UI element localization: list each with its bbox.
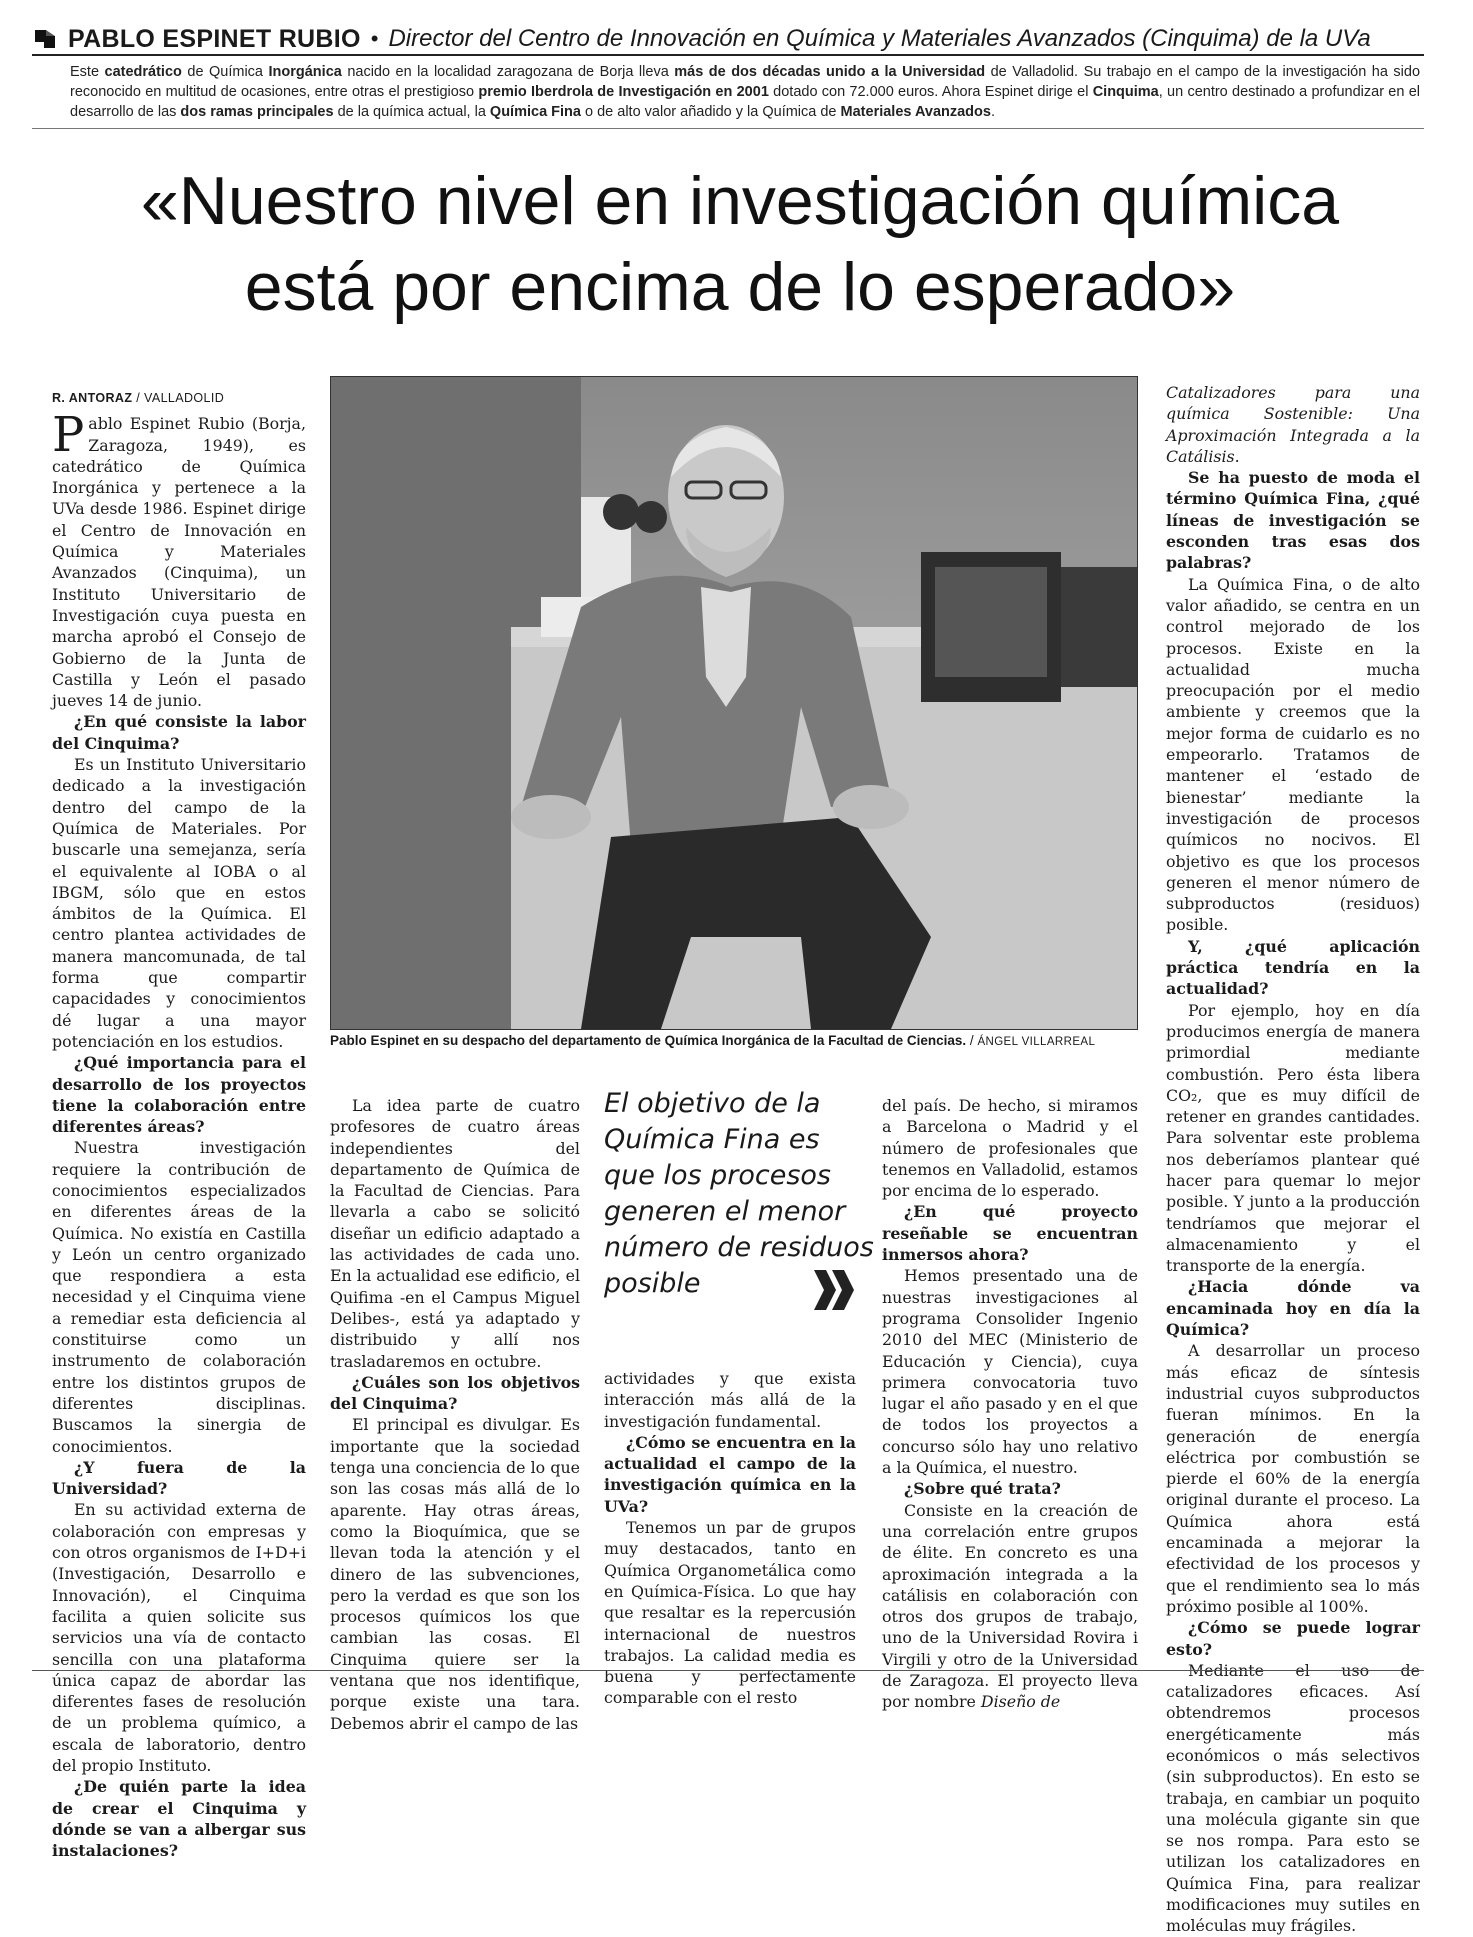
answer: Es un Instituto Universitario dedicado a la investigación dentro del campo de la Química de Materiales. Por buscarle una semejanza, sería el equivalente al IOBA o al IBGM, sólo que en estos ámbitos de la Química. El centro plantea actividades de manera mancomunada, de tal forma que compartir capacidades y conocimientos dé lugar a una mayor potenciación en los estudios. <box>52 755 306 1051</box>
question: ¿De quién parte la idea de crear el Cinquima y dónde se van a albergar sus instalaciones? <box>52 1777 306 1861</box>
lead-paragraph: Pablo Espinet Rubio (Borja, Zaragoza, 1949), es catedrático de Química Inorgánica y pertenece a la UVa desde 1986. Espinet dirige el Centro de Innovación en Química y Materiales Avanzados (Cinquima), un Instituto Universitario de Investigación cuya puesta en marcha aprobó el Consejo de Gobierno de la Junta de Castilla y León el pasado jueves 14 de junio. <box>52 407 306 711</box>
bottom-divider <box>32 1670 1424 1671</box>
question: ¿Cómo se puede lograr esto? <box>1166 1618 1420 1659</box>
byline: R. ANTORAZ / VALLADOLID <box>52 391 225 405</box>
question: Se ha puesto de moda el término Química Fina, ¿qué líneas de investigación se esconden tras esas dos palabras? <box>1166 468 1420 573</box>
column-1 <box>52 388 306 1861</box>
column-2 <box>330 1095 580 1734</box>
question: Y, ¿qué aplicación práctica tendría en la actualidad? <box>1166 936 1420 999</box>
section-header <box>32 24 1424 56</box>
answer-continued: Catalizadores para una química Sostenible: Una Aproximación Integrada a la Catálisis. <box>1166 383 1420 466</box>
question: ¿En qué proyecto reseñable se encuentran inmersos ahora? <box>882 1202 1138 1265</box>
column-4 <box>882 1095 1138 1713</box>
question: ¿Cómo se encuentra en la actualidad el campo de la investigación química en la UVa? <box>604 1432 856 1516</box>
answer: Nuestra investigación requiere la contribución de conocimientos especializados en diferentes áreas de la Química. No existía en Castilla y León un centro organizado que respondiera a esta necesidad y el Cinquima viene a remediar esta deficiencia al constituirse como un instrumento de colaboración entre los distintos grupos de diferentes disciplinas. Buscamos la sinergia de conocimientos. <box>52 1138 306 1456</box>
double-chevron-icon <box>812 1268 858 1312</box>
answer: Consiste en la creación de una correlación entre grupos de élite. En concreto es una aproximación integrada a la catálisis en colaboración con otros dos grupos de trabajo, uno de la Universidad Rovira i Virgili y otro de la Universidad de Zaragoza. El proyecto lleva por nombre Diseño de <box>882 1500 1138 1712</box>
answer: Tenemos un par de grupos muy destacados, tanto en Química Organometálica como en Química-Física. Lo que hay que resaltar es la repercusión internacional de nuestros trabajos. La calidad media es buena y perfectamente comparable con el resto <box>604 1518 856 1708</box>
answer: La Química Fina, o de alto valor añadido, se centra en un control mejorado de los procesos. Existe en la actualidad mucha preocupación por el medio ambiente y creemos que la mejor forma de cuidarlo es no empeorarlo. Tratamos de mantener el ‘estado de bienestar’ mediante la investigación de procesos químicos no nocivos. El objetivo es que los procesos generen el menor número de subproductos (residuos) posible. <box>1166 574 1420 935</box>
pull-quote: El objetivo de la Química Fina es que los procesos generen el menor número de residuos posible <box>604 1088 874 1299</box>
question: ¿Y fuera de la Universidad? <box>52 1457 306 1499</box>
column-5 <box>1166 382 1420 1937</box>
answer: El principal es divulgar. Es importante que la sociedad tenga una conciencia de lo que son las cosas más allá de lo aparente. Hay otras áreas, como la Bioquímica, que se llevan toda la atención y el dinero de las subvenciones, pero la verdad es que son los procesos químicos los que cambian las cosas. El Cinquima quiere ser la ventana que nos identifique, porque existe una tara. Debemos abrir el campo de las <box>330 1415 580 1733</box>
photo-credit: ÁNGEL VILLARREAL <box>977 1036 1096 1048</box>
photo-caption: Pablo Espinet en su despacho del departamento de Química Inorgánica de la Facultad de Ciencias. / ÁNGEL VILLARREAL <box>330 1033 1096 1048</box>
column-3 <box>604 1368 856 1709</box>
answer: Por ejemplo, hoy en día producimos energía de manera primordial mediante combustión. Pero ésta libera CO₂, que es muy difícil de retener en grandes cantidades. Para solventar este problema nos deberíamos plantear qué hacer para quemar lo mejor posible. Y junto a la producción tendríamos que mejorar el almacenamiento y el transporte de la energía. <box>1166 1000 1420 1276</box>
headline-line-1: «Nuestro nivel en investigación química <box>140 163 1340 239</box>
answer: La idea parte de cuatro profesores de cuatro áreas independientes del departamento de Química de la Facultad de Ciencias. Para llevarla a cabo se solicitó diseñar un edificio adaptado a las actividades de cada uno. En la actualidad ese edificio, el Quifima -en el Campus Miguel Delibes-, está ya adaptado y distribuido y allí nos trasladaremos en octubre. <box>330 1096 580 1371</box>
headline <box>40 158 1440 330</box>
answer: actividades y que exista interacción más allá de la investigación fundamental. <box>604 1369 856 1431</box>
answer: Hemos presentado una de nuestras investigaciones al programa Consolider Ingenio 2010 del MEC (Ministerio de Educación y Ciencia), cuya primera convocatoria tuvo lugar el año pasado y en el que de todos los proyectos a concurso sólo hay uno relativo a la Química, el nuestro. <box>882 1266 1138 1478</box>
drop-cap: P <box>52 407 85 464</box>
answer: del país. De hecho, si miramos a Barcelona o Madrid y el número de profesionales que tenemos en Valladolid, estamos por encima de lo esperado. <box>882 1096 1138 1201</box>
header-bullet: • <box>370 26 379 51</box>
portrait-photo <box>330 376 1138 1030</box>
question: ¿Cuáles son los objetivos del Cinquima? <box>330 1372 580 1414</box>
intro-paragraph: Este catedrático de Química Inorgánica nacido en la localidad zaragozana de Borja lleva más de dos décadas unido a la Universidad de Valladolid. Su trabajo en el campo de la investigación ha sido reconocido en multitud de ocasiones, entre otras el prestigioso premio Iberdrola de Investigación en 2001 dotado con 72.000 euros. Ahora Espinet dirige el Cinquima, un centro destinado a profundizar en el desarrollo de las dos ramas principales de la química actual, la Química Fina o de alto valor añadido y la Química de Materiales Avanzados. <box>70 64 1421 120</box>
section-marker-icon <box>32 26 58 52</box>
answer: En su actividad externa de colaboración con empresas y con otros organismos de I+D+i (Investigación, Desarrollo e Innovación), el Cinquima facilita a quien solicite sus servicios una vía de contacto sencilla con una plataforma única capaz de abordar las diferentes fases de resolución de un problema químico, a escala de laboratorio, dentro del propio Instituto. <box>52 1500 306 1775</box>
answer: A desarrollar un proceso más eficaz de síntesis industrial cuyos subproductos fueran mínimos. En la generación de energía eléctrica por combustión se pierde el 60% de la energía original durante el proceso. La Química ahora está encaminada a mejorar la efectividad de los procesos y que el rendimiento sea lo más próximo posible al 100%. <box>1166 1341 1420 1616</box>
headline-line-2: está por encima de lo esperado» <box>244 249 1236 325</box>
question: ¿Sobre qué trata? <box>904 1479 1061 1499</box>
interviewee-role: Director del Centro de Innovación en Química y Materiales Avanzados (Cinquima) de la UVa <box>388 25 1371 52</box>
question: ¿Hacia dónde va encaminada hoy en día la Química? <box>1166 1277 1420 1340</box>
answer: Mediante el uso de catalizadores eficaces. Así obtendremos procesos energéticamente más económicos o más selectivos (sin subproductos). En esto se trabaja, en cambiar un poquito una molécula gigante sin que se nos rompa. Para esto se utilizan los catalizadores en Química Fina, para realizar modificaciones muy sutiles en moléculas muy frágiles. <box>1166 1660 1420 1936</box>
photo-illustration <box>331 377 1137 1029</box>
intro-divider <box>32 128 1424 129</box>
interviewee-name: PABLO ESPINET RUBIO <box>68 24 361 53</box>
question: ¿Qué importancia para el desarrollo de los proyectos tiene la colaboración entre diferentes áreas? <box>52 1053 306 1137</box>
question: ¿En qué consiste la labor del Cinquima? <box>52 712 306 753</box>
